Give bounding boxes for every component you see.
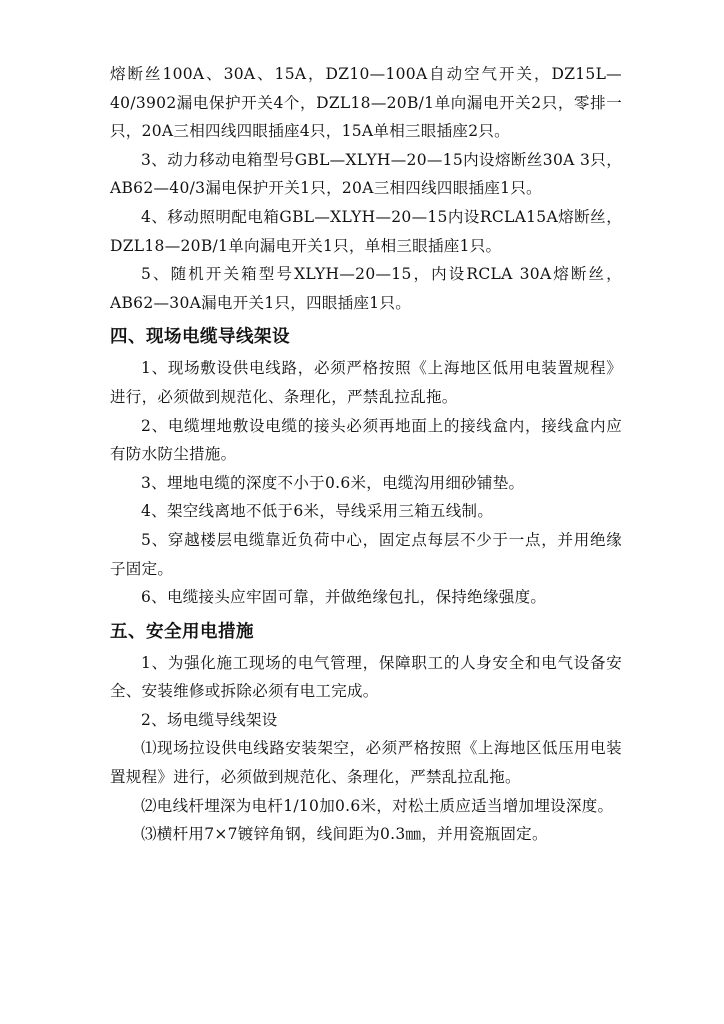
paragraph-item-5: 5、随机开关箱型号XLYH—20—15，内设RCLA 30A熔断丝，AB62—30A漏电开关1只，四眼插座1只。 [110, 265, 622, 312]
paragraph-fuse-list: 熔断丝100A、30A、15A，DZ10—100A自动空气开关，DZ15L—40/3902漏电保护开关4个，DZL18—20B/1单向漏电开关2只，零排一只，20A三相四线四眼插座4只，15A单相三眼插座2只。 [110, 65, 622, 141]
section4-paragraph-6: 6、电缆接头应牢固可靠，并做绝缘包扎，保持绝缘强度。 [141, 588, 547, 607]
section5-subitem-3: ⑶横杆用7×7镀锌角钢，线间距为0.3㎜，并用瓷瓶固定。 [141, 825, 548, 844]
paragraph-item-3: 3、动力移动电箱型号GBL—XLYH—20—15内设熔断丝30A 3只，AB62—40/3漏电保护开关1只，20A三相四线四眼插座1只。 [110, 150, 622, 198]
section-heading-5: 五、安全用电措施 [110, 621, 254, 642]
section5-paragraph-2: 2、场电缆导线架设 [141, 710, 278, 729]
document-page [110, 60, 622, 849]
section4-paragraph-4: 4、架空线离地不低于6米，导线采用三箱五线制。 [141, 502, 494, 521]
section4-paragraph-2: 2、电缆埋地敷设电缆的接头必须再地面上的接线盒内，接线盒内应有防水防尘措施。 [110, 416, 622, 464]
section4-paragraph-5: 5、穿越楼层电缆靠近负荷中心，固定点每层不少于一点，并用绝缘子固定。 [110, 530, 622, 578]
paragraph-item-4: 4、移动照明配电箱GBL—XLYH—20—15内设RCLA15A熔断丝，DZL18—20B/1单向漏电开关1只，单相三眼插座1只。 [110, 207, 622, 255]
section4-paragraph-3: 3、埋地电缆的深度不小于0.6米，电缆沟用细砂铺垫。 [141, 473, 525, 492]
section5-subitem-1: ⑴现场拉设供电线路安装架空，必须严格按照《上海地区低压用电装置规程》进行，必须做到规范化、条理化，严禁乱拉乱拖。 [110, 739, 622, 787]
section4-paragraph-1: 1、现场敷设供电线路，必须严格按照《上海地区低用电装置规程》进行，必须做到规范化、条理化，严禁乱拉乱拖。 [110, 359, 622, 406]
section5-subitem-2: ⑵电线杆埋深为电杆1/10加0.6米，对松土质应适当增加埋设深度。 [141, 796, 614, 815]
section5-paragraph-1: 1、为强化施工现场的电气管理，保障职工的人身安全和电气设备安全、安装维修或拆除必须有电工完成。 [110, 653, 622, 701]
section-heading-4: 四、现场电缆导线架设 [110, 327, 290, 348]
